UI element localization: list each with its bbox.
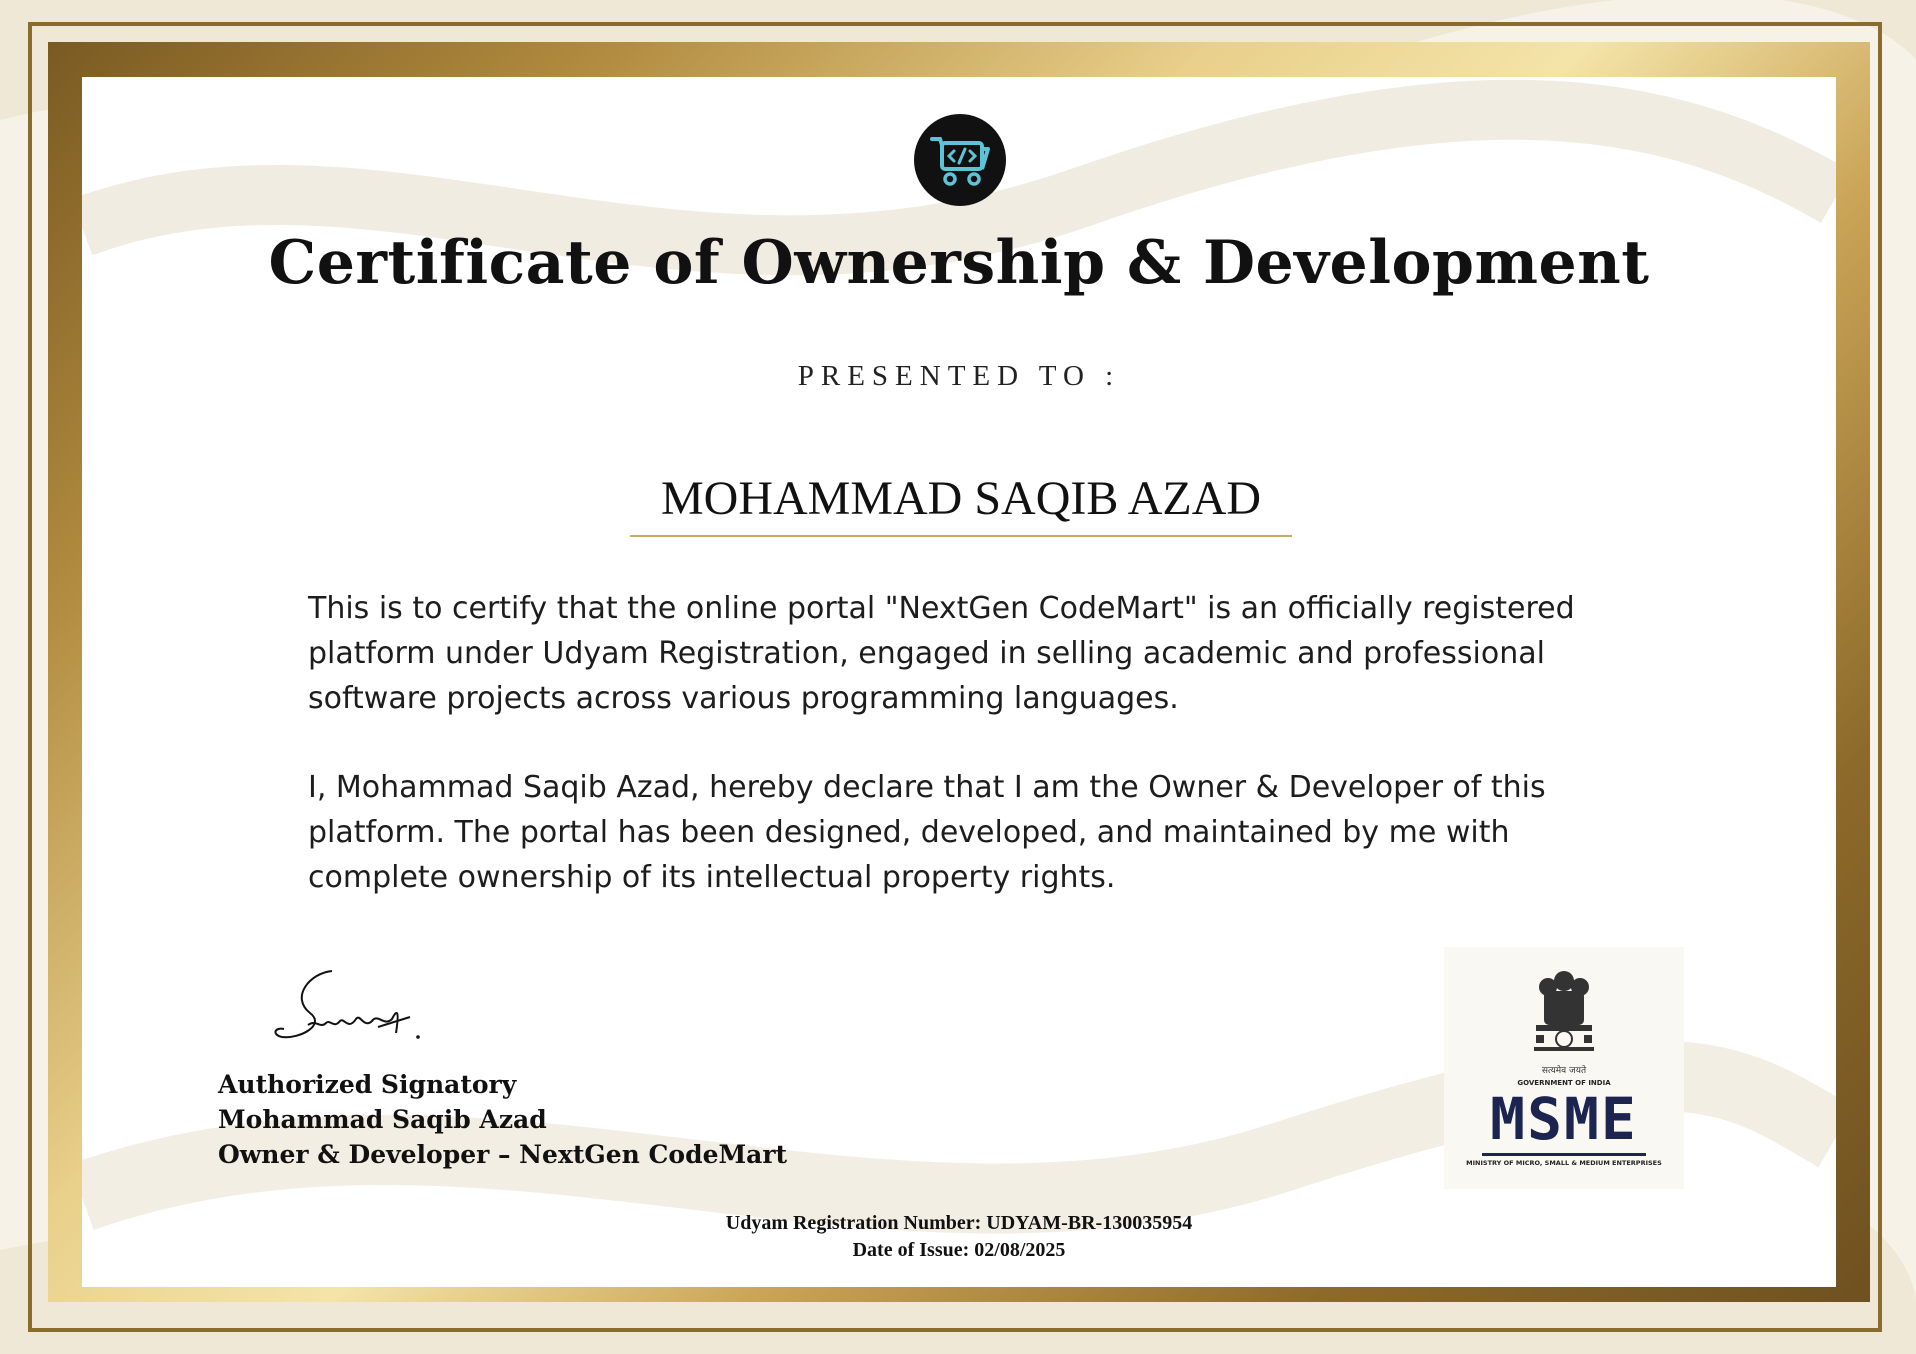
presented-to-label: PRESENTED TO : bbox=[797, 360, 1121, 392]
msme-emblem bbox=[1444, 947, 1684, 1189]
signatory-designation: Owner & Developer – NextGen CodeMart bbox=[218, 1140, 788, 1169]
certificate-panel bbox=[82, 77, 1836, 1287]
emblem-motto: सत्यमेव जयते bbox=[1541, 1066, 1587, 1076]
handwritten-signature bbox=[260, 967, 430, 1067]
registration-number: Udyam Registration Number: UDYAM-BR-130035954 bbox=[725, 1212, 1193, 1234]
issue-date: Date of Issue: 02/08/2025 bbox=[852, 1239, 1066, 1261]
footer bbox=[82, 1210, 1836, 1264]
certificate-title: Certificate of Ownership & Development bbox=[268, 228, 1650, 298]
code-cart-logo-icon bbox=[914, 114, 1006, 206]
declaration-paragraph: I, Mohammad Saqib Azad, hereby declare that I am the Owner & Developer of this platform. The portal has been designed, developed, and maintained by me with complete ownership of its intellectual property rights. bbox=[308, 770, 1546, 895]
recipient-name: MOHAMMAD SAQIB AZAD bbox=[630, 469, 1292, 537]
emblem-ministry: MINISTRY OF MICRO, SMALL & MEDIUM ENTERPRISES bbox=[1466, 1159, 1662, 1167]
emblem-underline bbox=[1482, 1153, 1646, 1156]
signatory-name: Mohammad Saqib Azad bbox=[218, 1105, 547, 1134]
emblem-acronym: MSME bbox=[1490, 1085, 1638, 1153]
signatory-block bbox=[218, 1067, 787, 1172]
certification-paragraph: This is to certify that the online portal "NextGen CodeMart" is an officially registered platform under Udyam Registration, engaged in selling academic and professional software projects across various programming languages. bbox=[308, 591, 1575, 716]
emblem-government: GOVERNMENT OF INDIA bbox=[1517, 1079, 1611, 1087]
signatory-role: Authorized Signatory bbox=[218, 1070, 517, 1099]
